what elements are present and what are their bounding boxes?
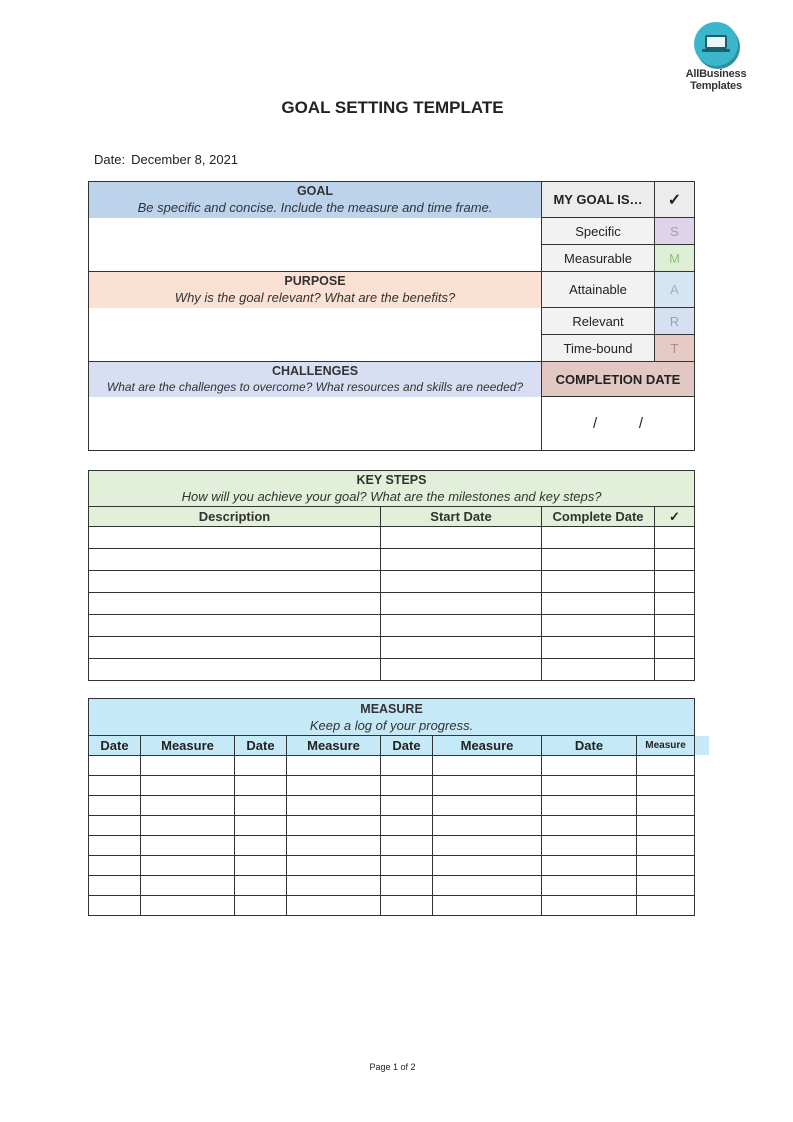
goal-header [89,182,542,218]
key-step-row [89,527,695,549]
measure-date-cell[interactable] [89,876,141,896]
measure-row [89,896,695,916]
measure-date-cell[interactable] [542,816,637,836]
company-logo [676,22,756,92]
measure-date-cell[interactable] [235,756,287,776]
key-step-complete-date-cell[interactable] [542,637,655,659]
measure-date-cell[interactable] [542,876,637,896]
measure-value-cell[interactable] [637,896,695,916]
measure-value-cell[interactable] [287,756,381,776]
smart-label-measurable: Measurable [542,245,655,272]
measure-value-cell[interactable] [433,796,542,816]
measure-date-cell[interactable] [89,856,141,876]
measure-col-date-1: Date [89,736,141,756]
measure-value-cell[interactable] [637,876,695,896]
measure-date-cell[interactable] [542,856,637,876]
measure-date-cell[interactable] [381,776,433,796]
measure-value-cell[interactable] [141,756,235,776]
measure-value-cell[interactable] [287,896,381,916]
measure-date-cell[interactable] [381,876,433,896]
key-step-row [89,659,695,681]
measure-value-cell[interactable] [287,856,381,876]
measure-value-cell[interactable] [287,796,381,816]
key-step-start-date-cell[interactable] [381,571,542,593]
purpose-header [89,272,542,308]
purpose-title: PURPOSE [284,274,346,289]
smart-t-checkbox[interactable]: T [655,335,695,362]
smart-label-time-bound: Time-bound [542,335,655,362]
key-step-complete-date-cell[interactable] [542,615,655,637]
col-description: Description [89,507,381,527]
key-step-description-cell[interactable] [89,527,381,549]
decorative-fill [694,736,709,755]
key-step-description-cell[interactable] [89,659,381,681]
measure-col-measure-3: Measure [433,736,542,756]
measure-value-cell[interactable] [287,836,381,856]
measure-date-cell[interactable] [89,776,141,796]
measure-rows [89,756,695,916]
measure-date-cell[interactable] [542,776,637,796]
key-step-complete-date-cell[interactable] [542,549,655,571]
key-step-check-cell[interactable] [655,549,695,571]
measure-date-cell[interactable] [381,856,433,876]
measure-value-cell[interactable] [287,776,381,796]
measure-date-cell[interactable] [542,756,637,776]
date-line [94,152,238,167]
date-value: December 8, 2021 [131,152,239,167]
key-step-description-cell[interactable] [89,549,381,571]
goal-input[interactable] [89,218,542,272]
measure-date-cell[interactable] [89,796,141,816]
key-step-check-cell[interactable] [655,571,695,593]
challenges-header [89,362,542,397]
key-steps-title: KEY STEPS [356,473,427,487]
col-check-icon: ✓ [655,507,695,527]
challenges-input[interactable] [89,397,542,451]
measure-header [89,699,695,736]
measure-date-cell[interactable] [235,896,287,916]
key-step-check-cell[interactable] [655,527,695,549]
key-step-complete-date-cell[interactable] [542,593,655,615]
measure-date-cell[interactable] [235,776,287,796]
challenges-subtitle: What are the challenges to overcome? What resources and skills are needed? [106,379,524,394]
measure-row [89,776,695,796]
measure-value-cell[interactable] [637,756,695,776]
measure-date-cell[interactable] [89,756,141,776]
key-steps-header [89,471,695,507]
measure-date-cell[interactable] [381,796,433,816]
measure-value-cell[interactable] [637,856,695,876]
key-steps-table [88,470,695,681]
key-step-check-cell[interactable] [655,659,695,681]
smart-m-checkbox[interactable]: M [655,245,695,272]
date-label: Date: [94,152,126,167]
key-step-description-cell[interactable] [89,571,381,593]
goal-title: GOAL [296,184,334,199]
measure-col-date-4: Date [542,736,637,756]
measure-date-cell[interactable] [235,876,287,896]
key-step-start-date-cell[interactable] [381,615,542,637]
smart-r-checkbox[interactable]: R [655,308,695,335]
page-title: GOAL SETTING TEMPLATE [281,98,504,117]
measure-value-cell[interactable] [637,776,695,796]
measure-value-cell[interactable] [287,816,381,836]
measure-date-cell[interactable] [381,896,433,916]
key-step-start-date-cell[interactable] [381,527,542,549]
measure-value-cell[interactable] [637,796,695,816]
measure-subtitle: Keep a log of your progress. [309,717,474,733]
measure-value-cell[interactable] [141,856,235,876]
smart-s-checkbox[interactable]: S [655,218,695,245]
measure-row [89,876,695,896]
smart-label-attainable: Attainable [542,272,655,308]
key-step-check-cell[interactable] [655,593,695,615]
measure-value-cell[interactable] [141,836,235,856]
smart-label-relevant: Relevant [542,308,655,335]
key-step-check-cell[interactable] [655,637,695,659]
check-icon: ✓ [655,182,695,218]
key-step-description-cell[interactable] [89,637,381,659]
key-step-start-date-cell[interactable] [381,549,542,571]
measure-value-cell[interactable] [433,896,542,916]
measure-col-date-3: Date [381,736,433,756]
measure-value-cell[interactable] [141,876,235,896]
my-goal-header: MY GOAL IS… [542,182,655,218]
measure-date-cell[interactable] [89,896,141,916]
challenges-title: CHALLENGES [271,363,359,378]
measure-row [89,836,695,856]
measure-value-cell[interactable] [141,896,235,916]
key-step-check-cell[interactable] [655,615,695,637]
measure-date-cell[interactable] [542,836,637,856]
col-start-date: Start Date [381,507,542,527]
logo-line-1: AllBusiness [685,68,747,80]
measure-date-cell[interactable] [89,836,141,856]
measure-date-cell[interactable] [235,856,287,876]
measure-row [89,796,695,816]
laptop-icon [694,22,738,66]
goal-subtitle: Be specific and concise. Include the measure and time frame. [137,200,493,216]
purpose-input[interactable] [89,308,542,362]
measure-value-cell[interactable] [637,816,695,836]
key-step-complete-date-cell[interactable] [542,527,655,549]
measure-date-cell[interactable] [381,836,433,856]
key-steps-rows [89,527,695,681]
key-step-description-cell[interactable] [89,593,381,615]
measure-value-cell[interactable] [287,876,381,896]
key-step-complete-date-cell[interactable] [542,659,655,681]
smart-a-checkbox[interactable]: A [655,272,695,308]
key-step-row [89,571,695,593]
completion-date-header: COMPLETION DATE [542,362,695,397]
measure-row [89,816,695,836]
logo-line-2: Templates [690,80,742,92]
purpose-subtitle: Why is the goal relevant? What are the benefits? [174,290,456,306]
measure-date-cell[interactable] [542,896,637,916]
key-step-row [89,549,695,571]
measure-value-cell[interactable] [433,756,542,776]
key-step-start-date-cell[interactable] [381,637,542,659]
measure-value-cell[interactable] [433,856,542,876]
completion-date-input[interactable]: / / [542,397,695,451]
measure-date-cell[interactable] [381,816,433,836]
measure-value-cell[interactable] [141,796,235,816]
measure-date-cell[interactable] [235,816,287,836]
measure-date-cell[interactable] [235,796,287,816]
measure-table [88,698,695,916]
measure-row [89,856,695,876]
measure-value-cell[interactable] [433,836,542,856]
key-step-row [89,615,695,637]
measure-value-cell[interactable] [637,836,695,856]
measure-col-measure-4: Measure [637,736,695,756]
measure-date-cell[interactable] [89,816,141,836]
col-complete-date: Complete Date [542,507,655,527]
measure-value-cell[interactable] [433,776,542,796]
key-step-start-date-cell[interactable] [381,593,542,615]
measure-value-cell[interactable] [141,776,235,796]
key-step-start-date-cell[interactable] [381,659,542,681]
measure-date-cell[interactable] [542,796,637,816]
measure-date-cell[interactable] [235,836,287,856]
key-step-row [89,593,695,615]
measure-col-date-2: Date [235,736,287,756]
goal-table [88,181,695,451]
key-step-description-cell[interactable] [89,615,381,637]
page-footer: Page 1 of 2 [369,1062,416,1072]
key-steps-subtitle: How will you achieve your goal? What are the milestones and key steps? [181,489,602,504]
key-step-complete-date-cell[interactable] [542,571,655,593]
key-step-row [89,637,695,659]
logo-text [676,68,756,92]
measure-date-cell[interactable] [381,756,433,776]
measure-title: MEASURE [360,701,423,716]
measure-value-cell[interactable] [433,816,542,836]
smart-label-specific: Specific [542,218,655,245]
measure-value-cell[interactable] [141,816,235,836]
measure-col-measure-2: Measure [287,736,381,756]
measure-row [89,756,695,776]
measure-col-measure-1: Measure [141,736,235,756]
measure-value-cell[interactable] [433,876,542,896]
